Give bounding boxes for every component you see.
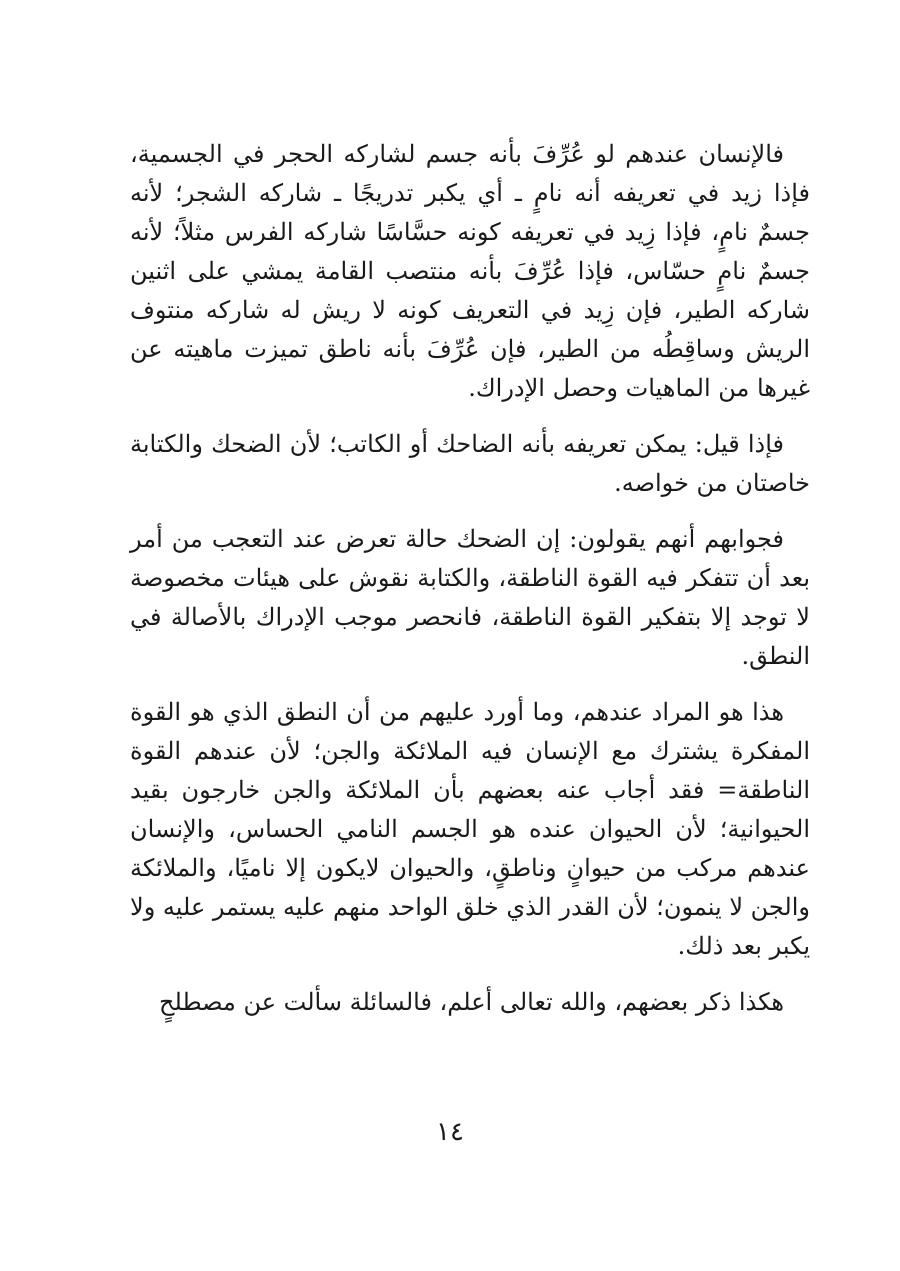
paragraph-answer: فجوابهم أنهم يقولون: إن الضحك حالة تعرض عند التعجب من أمر بعد أن تتفكر فيه القوة الناطقة، والكتابة نقوش على هيئات مخصوصة لا توجد إلا بتفكير القوة الناطقة، فانحصر موجب الإدراك بالأصالة في النطق. xyxy=(130,525,810,670)
paragraph-angels-jinn: هذا هو المراد عندهم، وما أورد عليهم من أن النطق الذي هو القوة المفكرة يشترك مع الإنسان فيه الملائكة والجن؛ لأن عندهم القوة الناطقة= فقد أجاب عنه بعضهم بأن الملائكة والجن خارجون بقيد الحيوانية؛ لأن الحيوان عنده هو الجسم النامي الحساس، والإنسان عندهم مركب من حيوانٍ وناطقٍ، والحيوان لايكون إلا ناميًا، والملائكة والجن لا ينمون؛ لأن القدر الذي خلق الواحد منهم عليه يستمر عليه ولا يكبر بعد ذلك. xyxy=(130,698,810,960)
paragraph-objection: فإذا قيل: يمكن تعريفه بأنه الضاحك أو الكاتب؛ لأن الضحك والكتابة خاصتان من خواصه. xyxy=(130,430,810,497)
paragraph-human-definition: فالإنسان عندهم لو عُرِّفَ بأنه جسم لشاركه الحجر في الجسمية، فإذا زيد في تعريفه أنه نامٍ ـ أي يكبر تدريجًا ـ شاركه الشجر؛ لأنه جسمٌ نامٍ، فإذا زِيد في تعريفه كونه حسَّاسًا شاركه الفرس مثلاً؛ لأنه جسمٌ نامٍ حسّاس، فإذا عُرِّفَ بأنه منتصب القامة يمشي على اثنين شاركه الطير، فإن زِيد في التعريف كونه لا ريش له شاركه منتوف الريش وساقِطُه من الطير، فإن عُرِّفَ بأنه ناطق تميزت ماهيته عن غيرها من الماهيات وحصل الإدراك. xyxy=(130,140,810,402)
page-body xyxy=(130,135,810,1022)
paragraph-closing: هكذا ذكر بعضهم، والله تعالى أعلم، فالسائلة سألت عن مصطلحٍ xyxy=(159,988,784,1016)
page-number: ١٤ xyxy=(436,1117,464,1147)
